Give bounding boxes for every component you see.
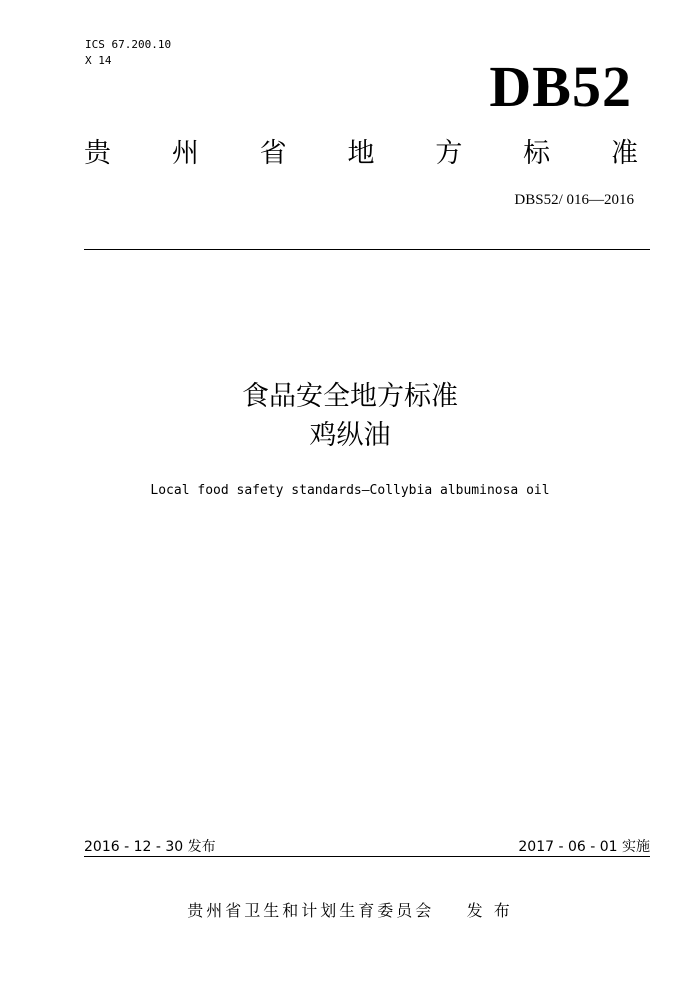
heading-char: 方 — [435, 138, 463, 169]
heading-char: 贵 — [84, 138, 111, 169]
heading-char: 标 — [523, 138, 551, 169]
bottom-divider — [84, 856, 650, 857]
province-standard-heading — [84, 136, 638, 172]
standard-number: DBS52/ 016—2016 — [514, 192, 634, 208]
publish-date: 2016 - 12 - 30 发布 — [84, 839, 216, 855]
effective-date: 2017 - 06 - 01 实施 — [518, 839, 650, 855]
heading-char: 州 — [171, 138, 199, 169]
classification-codes — [85, 37, 171, 69]
heading-char: 地 — [347, 138, 375, 169]
heading-char: 省 — [259, 138, 287, 169]
class-code: X 14 — [85, 54, 112, 67]
issuing-authority: 贵州省卫生和计划生育委员会 发 布 — [187, 901, 513, 920]
top-divider — [84, 249, 650, 250]
ics-code: ICS 67.200.10 — [85, 38, 172, 51]
heading-char: 准 — [610, 138, 638, 169]
db52-logo: DB52 — [489, 54, 632, 119]
english-title: Local food safety standards—Collybia albuminosa oil — [150, 483, 550, 498]
document-subtitle: 鸡纵油 — [309, 420, 391, 451]
document-title: 食品安全地方标准 — [242, 381, 458, 412]
